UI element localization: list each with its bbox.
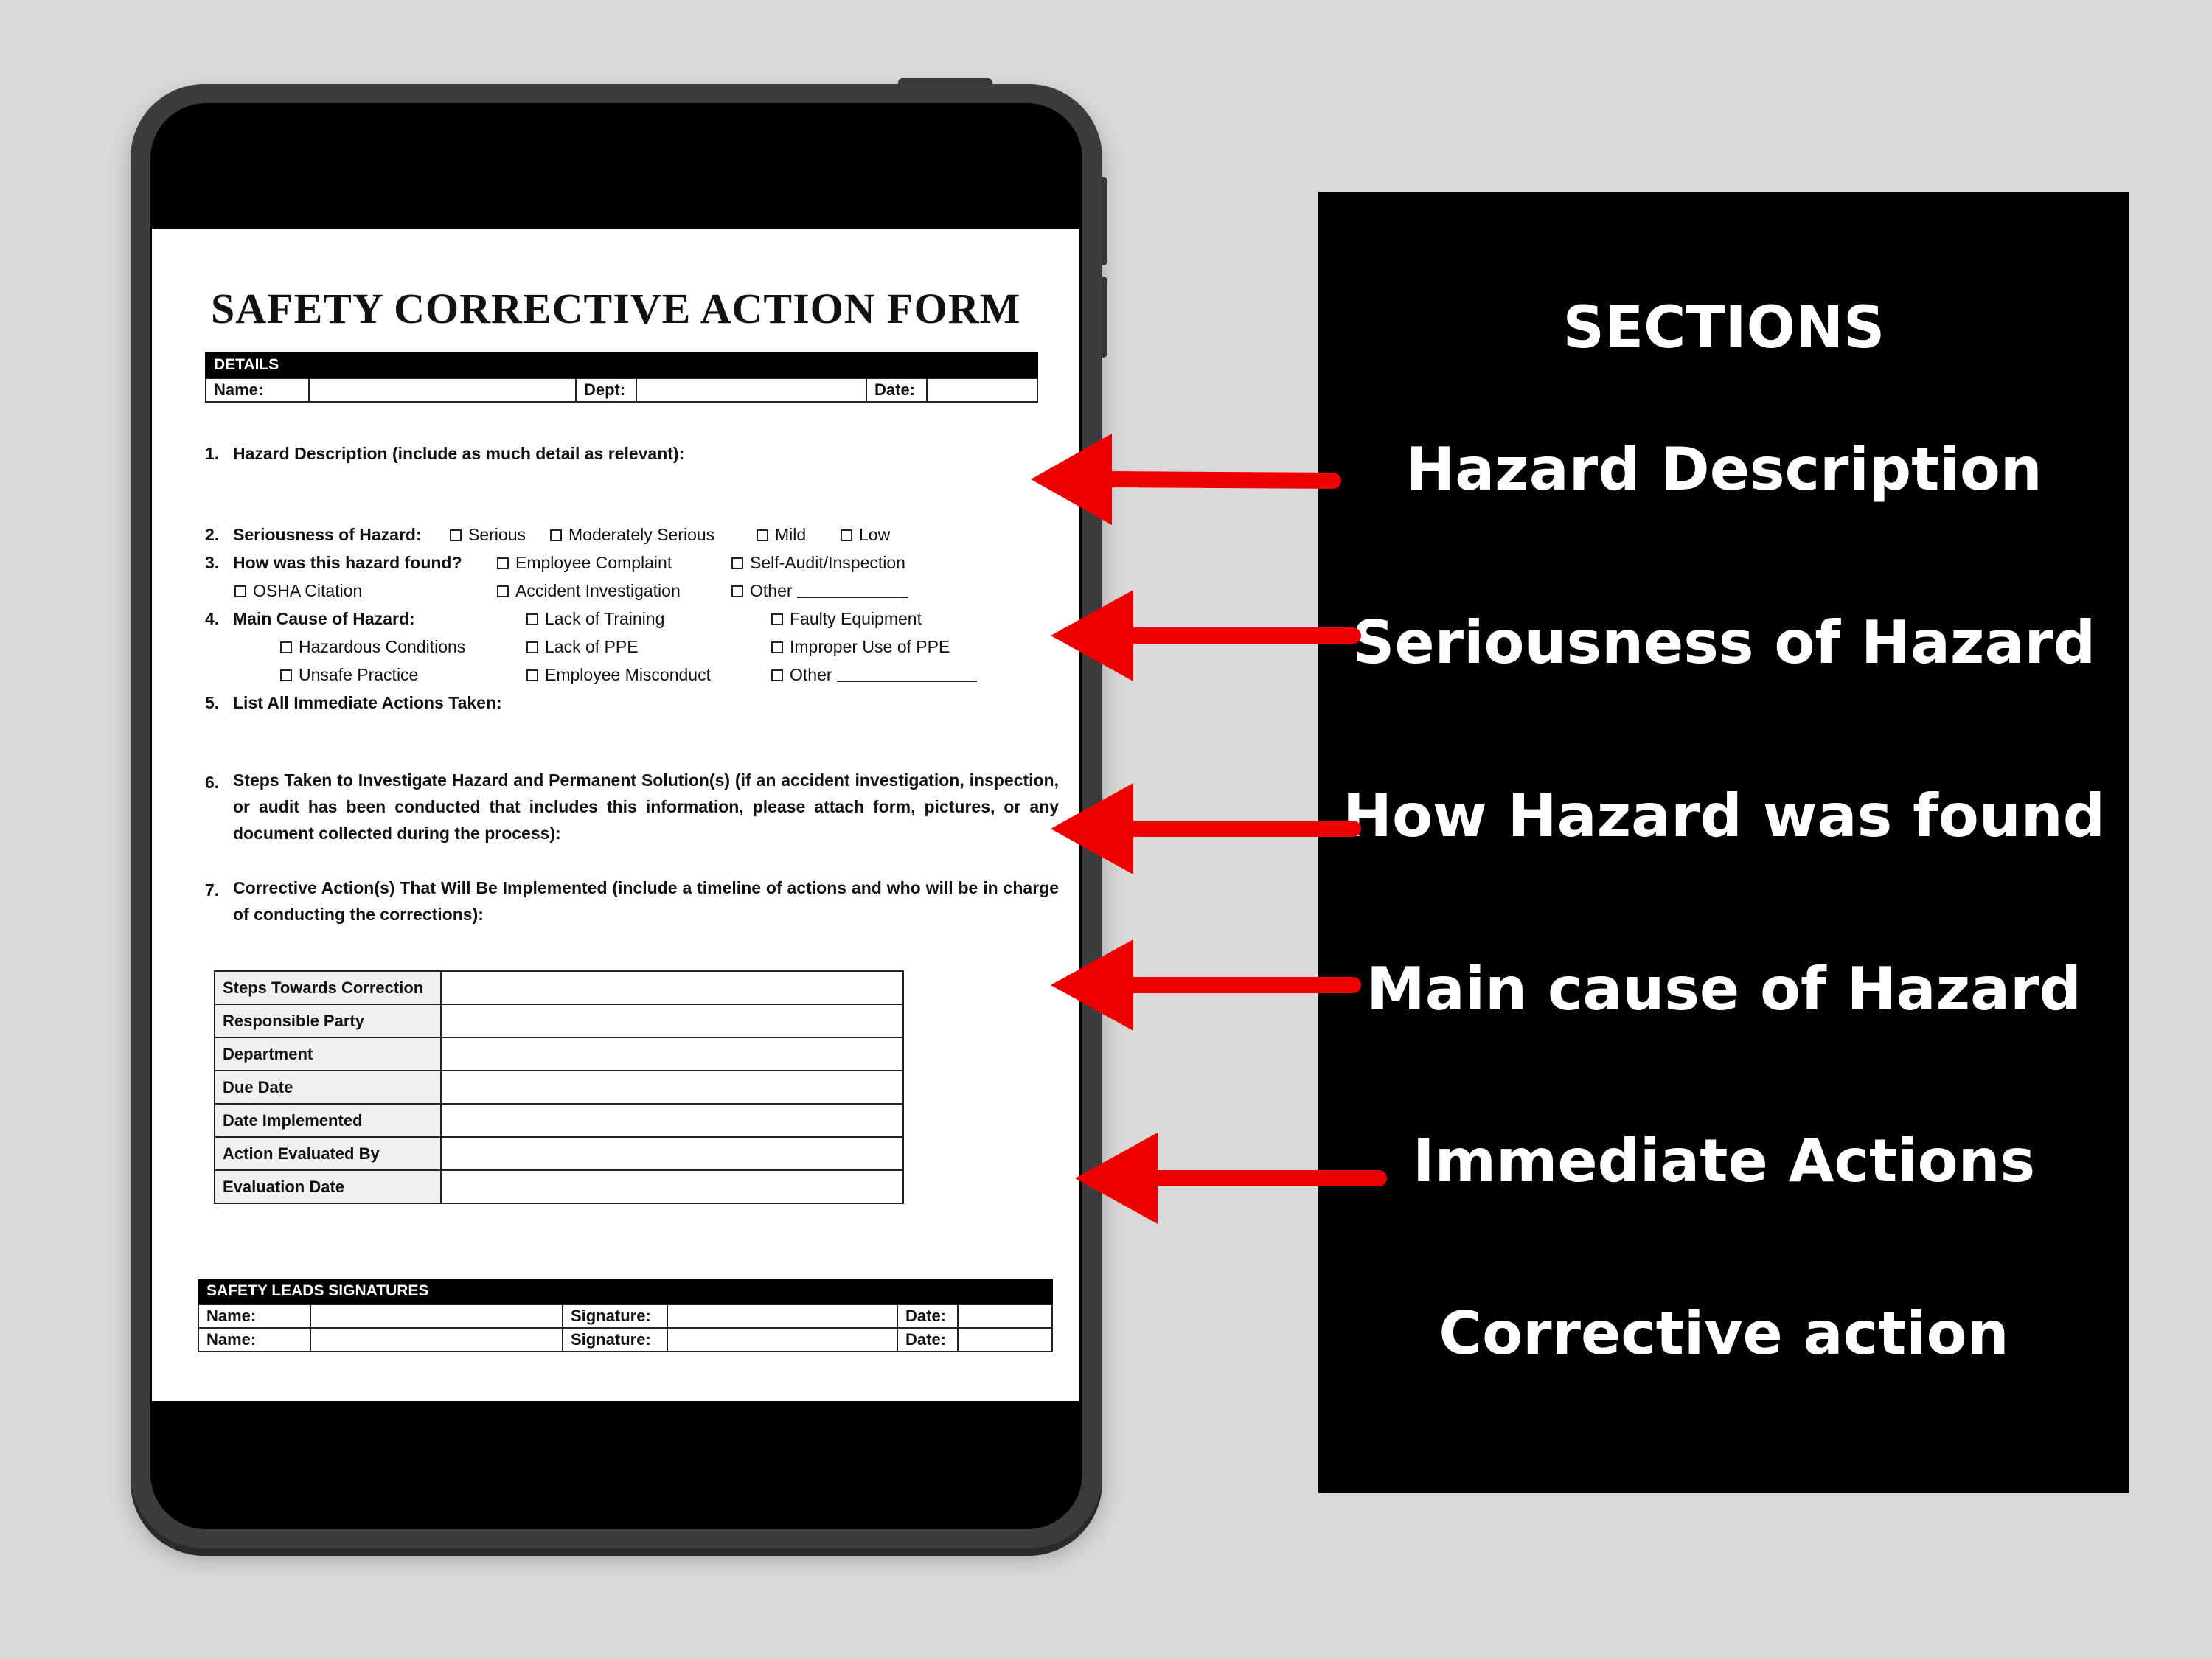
q7-corrective-actions: Corrective Action(s) That Will Be Implemented (include a timeline of actions and who will be in charge of conducting the corrections): xyxy=(233,878,1059,924)
date-label: Date: xyxy=(866,378,927,402)
section-main-cause: Main cause of Hazard xyxy=(1366,955,2081,1023)
q6-investigation-steps: Steps Taken to Investigate Hazard and Permanent Solution(s) (if an accident investigation, inspection, or audit has been conducted that includes this information, please attach form, pictures, or any document collected during the process): xyxy=(233,771,1059,843)
option-hazardous-conditions[interactable]: Hazardous Conditions xyxy=(280,637,465,657)
q5-immediate-actions: 5. List All Immediate Actions Taken: xyxy=(205,693,502,712)
section-how-hazard-found: How Hazard was found xyxy=(1342,782,2106,850)
name-label: Name: xyxy=(206,378,309,402)
form-title: SAFETY CORRECTIVE ACTION FORM xyxy=(211,285,1021,333)
arrow-head-icon xyxy=(1075,1133,1158,1224)
date-label: Date: xyxy=(897,1328,958,1352)
section-immediate-actions: Immediate Actions xyxy=(1412,1127,2036,1195)
option-accident-investigation[interactable]: Accident Investigation xyxy=(497,581,681,601)
option-other-cause[interactable]: Other xyxy=(771,665,977,685)
option-improper-use-ppe[interactable]: Improper Use of PPE xyxy=(771,637,950,657)
option-other-found[interactable]: Other xyxy=(731,581,908,601)
arrow-head-icon xyxy=(1051,590,1133,681)
option-faulty-equipment[interactable]: Faulty Equipment xyxy=(771,609,922,629)
option-employee-complaint[interactable]: Employee Complaint xyxy=(497,553,672,573)
signature-label: Signature: xyxy=(563,1328,667,1352)
q4-main-cause: 4. Main Cause of Hazard: xyxy=(205,609,415,628)
option-moderately-serious[interactable]: Moderately Serious xyxy=(550,525,714,545)
row-label: Due Date xyxy=(215,1071,441,1104)
section-corrective-action: Corrective action xyxy=(1439,1299,2009,1368)
arrow-head-icon xyxy=(1051,939,1133,1031)
date-label: Date: xyxy=(897,1304,958,1328)
option-mild[interactable]: Mild xyxy=(757,525,806,545)
arrow-head-icon xyxy=(1031,434,1112,525)
arrow-immediate-actions xyxy=(1075,1133,1379,1224)
option-low[interactable]: Low xyxy=(841,525,890,545)
section-seriousness-of-hazard: Seriousness of Hazard xyxy=(1352,608,2096,677)
option-lack-of-ppe[interactable]: Lack of PPE xyxy=(526,637,639,657)
details-header: DETAILS xyxy=(205,352,1038,378)
row-label: Department xyxy=(215,1037,441,1071)
row-label: Action Evaluated By xyxy=(215,1137,441,1170)
q2-seriousness: 2. Seriousness of Hazard: xyxy=(205,525,422,544)
arrow-seriousness xyxy=(1051,590,1353,681)
signature-label: Signature: xyxy=(563,1304,667,1328)
option-self-audit[interactable]: Self-Audit/Inspection xyxy=(731,553,905,573)
arrow-main-cause xyxy=(1051,939,1353,1031)
arrow-head-icon xyxy=(1051,783,1133,874)
q7-number: 7. xyxy=(205,880,220,900)
row-label: Date Implemented xyxy=(215,1104,441,1137)
arrow-how-found xyxy=(1051,783,1353,874)
row-label: Responsible Party xyxy=(215,1004,441,1037)
option-unsafe-practice[interactable]: Unsafe Practice xyxy=(280,665,418,685)
arrow-hazard-description xyxy=(1031,434,1333,525)
option-serious[interactable]: Serious xyxy=(450,525,526,545)
option-osha-citation[interactable]: OSHA Citation xyxy=(234,581,362,601)
q6-number: 6. xyxy=(205,773,220,792)
dept-label: Dept: xyxy=(576,378,636,402)
sections-heading: SECTIONS xyxy=(1562,295,1885,361)
name-label: Name: xyxy=(198,1304,310,1328)
signatures-header: SAFETY LEADS SIGNATURES xyxy=(198,1279,1053,1304)
option-employee-misconduct[interactable]: Employee Misconduct xyxy=(526,665,711,685)
q1-hazard-description: 1. Hazard Description (include as much detail as relevant): xyxy=(205,444,685,463)
row-label: Steps Towards Correction xyxy=(215,971,441,1004)
q3-how-found: 3. How was this hazard found? xyxy=(205,553,462,572)
section-hazard-description: Hazard Description xyxy=(1405,435,2042,504)
arrow-shaft xyxy=(1106,479,1333,481)
row-label: Evaluation Date xyxy=(215,1170,441,1203)
option-lack-of-training[interactable]: Lack of Training xyxy=(526,609,664,629)
name-label: Name: xyxy=(198,1328,310,1352)
